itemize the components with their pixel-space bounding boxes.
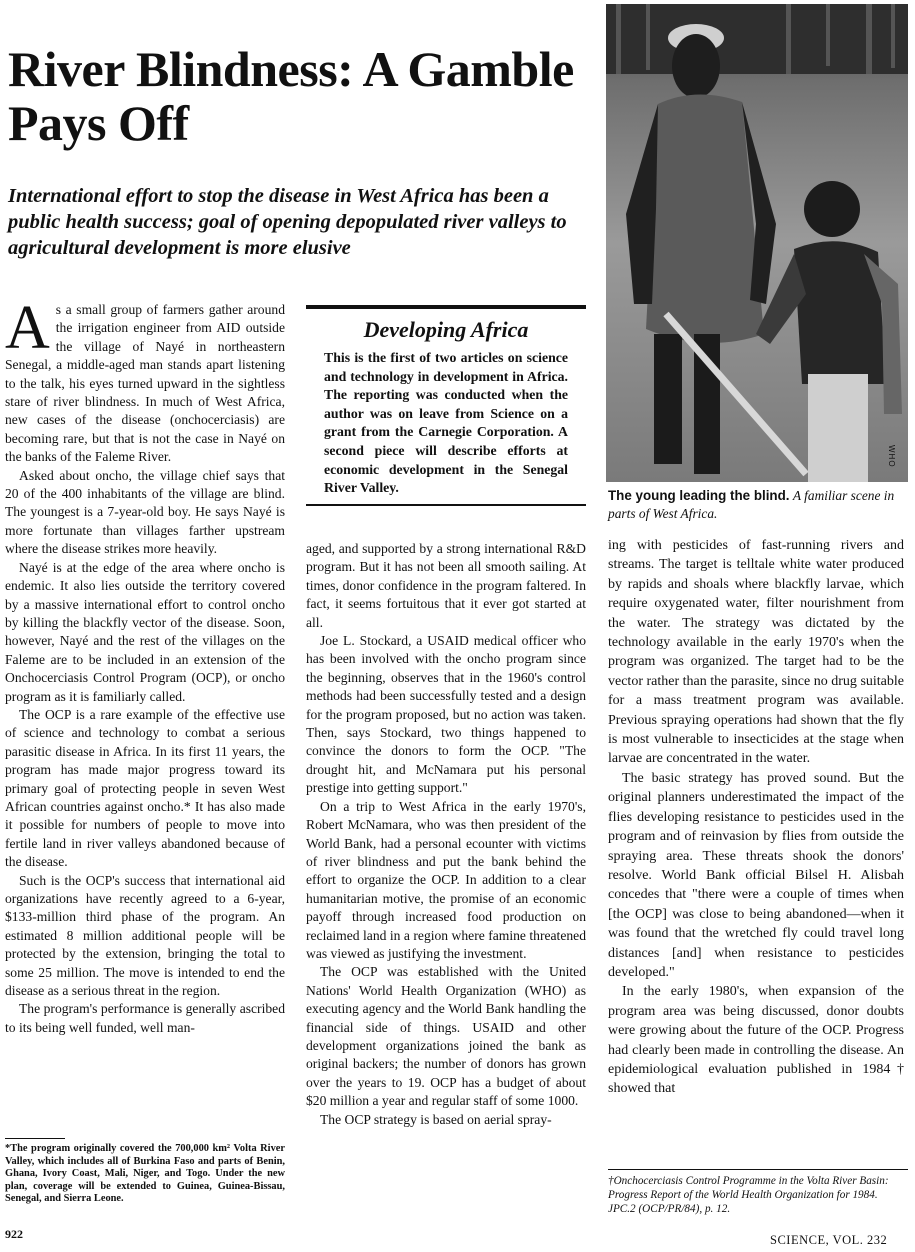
footnote-1: *The program originally covered the 700,000 km² Volta River Valley, which includes all of Burkina Faso and parts of Benin, Ghana, Ivory Coast, Mali, Niger, and Togo. Under the new plan, coverage will be extended to Guinea, Guinea-Bissau, Senegal, and Sierra Leone. (5, 1143, 285, 1205)
paragraph: On a trip to West Africa in the early 1970's, Robert McNamara, who was then president of the World Bank, had a personal ecounter with victims of river blindness and put the bank behind the effort to organize the OCP. In addition to a clear humanitarian motive, the promise of an economic payoff through increased food production on reclaimed land in a region where famine threatened was viewed as justifying the investment. (306, 798, 586, 961)
running-foot: SCIENCE, VOL. 232 (770, 1233, 888, 1247)
paragraph: Asked about oncho, the village chief says that 20 of the 400 inhabitants of the village are blind. The youngest is a 7-year-old boy. He says Nayé is more fortunate than villages farther upstream where the disease strikes more heavily. (5, 467, 285, 557)
paragraph: The OCP was established with the United Nations' World Health Organization (WHO) as executing agency and the World Bank handling the financial side of things. USAID and other development organizations joined the bank as original backers; the number of donors has grown over the years to 19. OCP has a budget of about $20 million a year and regular staff of some 1000. (306, 964, 586, 1109)
paragraph: Such is the OCP's success that international aid organizations have recently agreed to a 6-year, $133-million third phase of the program. An estimated 8 million additional people will be protected by the extension, bringing the total to some 25 million. The move is intended to end the disease as a serious threat in the region. (5, 872, 285, 999)
paragraph: As a small group of farmers gather around the irrigation engineer from AID outside the village of Nayé in northeastern Senegal, a middle-aged man stands apart listening to the talk, his eyes turned upward in the sightless stare of river blindness. In much of West Africa, new cases of the disease (onchocerciasis) are becoming rare, but that is not the case in Nayé on the banks of the Faleme River. (5, 294, 285, 465)
photo (606, 4, 908, 482)
caption-headline: The young leading the blind. (608, 488, 790, 503)
paragraph: The OCP strategy is based on aerial spray- (320, 1111, 552, 1127)
paragraph: ing with pesticides of fast-running rivers and streams. The target is telltale white water produced by rapids and shoals where blackfly larvae, which require oxygenated water, filter nourishment from the water. The strategy was dictated by the technology available in the early 1970's when the program was organized. The target had to be the vector rather than the parasite, since no drug suitable for a mass treatment program was available. Previous spraying operations had shown that the fly is most vulnerable to insecticides at the stage when larvae are concentrated in the water. (608, 538, 904, 767)
drop-cap: A (5, 294, 50, 362)
photo-illustration (606, 4, 908, 482)
text-column-3 (608, 536, 904, 1099)
sidebar-text: This is the first of two articles on science and technology in development in Africa. The reporting was conducted when the author was on leave from Science on a grant from the Carnegie Corporation. A second piece will describe efforts at economic development in the Senegal River Valley. (324, 350, 568, 496)
paragraph: The basic strategy has proved sound. But the original planners underestimated the impact of the flies developing resistance to pesticides used in the program and of reinvasion by flies from outside the spraying area. These threats shook the donors' resolve. World Bank official Bilsel H. Alisbah concedes that "there were a couple of times when [the OCP] was close to being abandoned—when it was found that the wretched fly could travel long distances [and] when resistance to pesticides developed." (608, 770, 904, 980)
caption-text: A familiar scene in parts of West Africa. (608, 488, 895, 521)
paragraph: In the early 1980's, when expansion of the program area was being discussed, donor doubts were growing about the future of the OCP. Progress had clearly been made in controlling the disease. An epidemiological evaluation published in 1984† showed that (608, 984, 904, 1097)
paragraph: The program's performance is generally ascribed to its being well funded, well man- (5, 1001, 285, 1035)
paragraph: Joe L. Stockard, a USAID medical officer who has been involved with the oncho program since the beginning, observes that in the 1960's control methods had been successfully tested and a design for the program proposed, but no action was taken. Then, says Stockard, two things happened to convince the donors to form the OCP. "The drought hit, and McNamara put his personal prestige into getting support." (306, 633, 586, 796)
page-number: 922 (5, 1227, 23, 1241)
text-column-1 (5, 294, 285, 1037)
sidebar-title: Developing Africa (363, 317, 529, 342)
photo-credit: WHO (887, 445, 896, 468)
photo-caption (608, 487, 908, 523)
footnote-rule (608, 1169, 908, 1170)
article-deck: International effort to stop the disease in West Africa has been a public health success; goal of opening depopulated river valleys to agricultural development is more elusive (8, 185, 567, 259)
footnote-rule (5, 1138, 65, 1139)
article-title: River Blindness: A Gamble Pays Off (8, 41, 574, 151)
paragraph: Nayé is at the edge of the area where oncho is endemic. It also lies outside the territory covered by a massive international effort to control oncho by killing the blackfly vector of the disease. Soon, however, Nayé and the rest of the villages on the Faleme are to be included in an extension of the Onchocerciasis Control Program (OCP), or oncho program as it is familiarly called. (5, 559, 285, 704)
text-column-2 (306, 540, 586, 1129)
footnote-2: †Onchocerciasis Control Programme in the Volta River Basin: Progress Report of the World Health Organization for 1984. JPC.2 (OCP/PR/84), p. 12. (608, 1175, 889, 1215)
paragraph: aged, and supported by a strong international R&D program. But it has not been all smooth sailing. At times, donor confidence in the program faltered. In fact, it seems fortuitous that it ever got started at all. (306, 541, 586, 630)
sidebar-box (306, 305, 586, 506)
paragraph: The OCP is a rare example of the effective use of science and technology to combat a serious parasitic disease in Africa. In its first 11 years, the program has made major progress toward its primary goal of protecting people in seven West African countries against oncho.* It has also made it possible for numbers of people to move into fertile land in river valleys abandoned because of the disease. (5, 706, 285, 870)
